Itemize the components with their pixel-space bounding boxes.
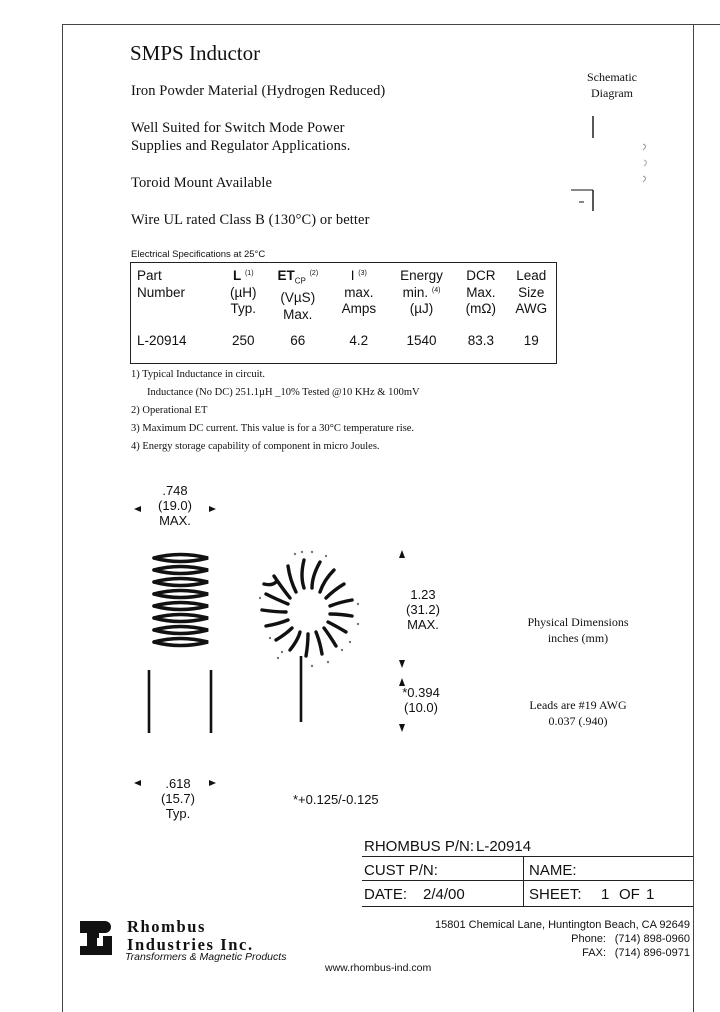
frame-top-border	[62, 24, 720, 25]
frame-right-border	[693, 24, 694, 1012]
company-name-2: Industries Inc.	[127, 935, 254, 954]
physical-line2: inches (mm)	[547, 631, 609, 645]
spacing-dimension	[148, 776, 208, 821]
date-value: 2/4/00	[423, 886, 465, 903]
spec-data-row	[130, 327, 557, 358]
titleblock-divider-vertical	[523, 856, 524, 906]
height-note: MAX.	[407, 617, 439, 632]
header-current: I $^{(3)}$ max. Amps	[341, 268, 377, 316]
titleblock-divider-2	[362, 880, 693, 881]
spacing-note: Typ.	[165, 806, 191, 821]
mount-line: Toroid Mount Available	[131, 175, 273, 191]
date-label: DATE:	[364, 886, 408, 903]
application-line-2: Supplies and Regulator Applications.	[131, 138, 351, 154]
company-logo-text	[127, 918, 254, 954]
lead-length-dimension	[391, 685, 451, 715]
spacing-inches: .618	[165, 776, 191, 791]
lead-length-inches: *0.394	[402, 685, 440, 700]
sheet-label: SHEET:	[529, 886, 582, 903]
cell-part-number: L-20914	[137, 333, 187, 349]
note-2: 2) Operational ET	[131, 405, 208, 416]
titleblock-divider-3	[362, 906, 693, 907]
sheet-total: 1	[646, 886, 655, 903]
tolerance-note: *+0.125/-0.125	[293, 792, 379, 807]
schematic-label	[570, 69, 654, 101]
page-title: SMPS Inductor	[130, 41, 261, 65]
company-tagline: Transformers & Magnetic Products	[125, 951, 287, 963]
rhombus-pn-label: RHOMBUS P/N:	[364, 838, 475, 855]
spec-caption: Electrical Specifications at 25°C	[131, 249, 266, 260]
wire-rating-line: Wire UL rated Class B (130°C) or better	[131, 212, 370, 228]
width-mm: (19.0)	[158, 498, 192, 513]
spec-header-row	[130, 262, 557, 327]
header-et: $ET_{CP}$ $^{(2)}$ (VµS) Max.	[277, 268, 319, 322]
company-website: www.rhombus-ind.com	[325, 962, 432, 974]
phone-number: (714) 898-0960	[614, 933, 690, 945]
lead-length-mm: (10.0)	[404, 700, 438, 715]
schematic-label-line2: Diagram	[591, 86, 633, 100]
header-lead-size: Lead Size AWG	[515, 268, 548, 316]
header-dcr: DCR Max. (mΩ)	[465, 268, 496, 316]
leads-label	[508, 697, 648, 729]
header-part-number: Part Number	[137, 268, 186, 300]
spec-table	[130, 262, 557, 358]
sheet-number: 1	[601, 886, 610, 903]
cell-inductance: 250	[231, 333, 255, 349]
height-dimension	[393, 587, 453, 632]
rhombus-pn-value: L-20914	[476, 838, 532, 855]
height-inches: 1.23	[410, 587, 436, 602]
fax-label: FAX:	[582, 947, 606, 959]
cell-dcr: 83.3	[467, 333, 494, 349]
cell-et: 66	[290, 333, 306, 349]
physical-dimensions-label	[508, 614, 648, 646]
physical-line1: Physical Dimensions	[527, 615, 629, 629]
note-1: 1) Typical Inductance in circuit.	[131, 369, 266, 380]
leads-line2: 0.037 (.940)	[548, 714, 608, 728]
rhombus-logo-icon	[78, 918, 122, 958]
width-arrows	[130, 503, 230, 515]
material-line: Iron Powder Material (Hydrogen Reduced)	[131, 83, 386, 99]
note-4: 4) Energy storage capability of component in micro Joules.	[131, 441, 380, 452]
company-name-1: Rhombus	[127, 917, 207, 936]
width-inches: .748	[162, 483, 188, 498]
cust-pn-label: CUST P/N:	[364, 862, 438, 879]
note-1-detail: Inductance (No DC) 251.1µH _10% Tested @10 KHz & 100mV	[147, 387, 420, 398]
width-note: MAX.	[159, 513, 191, 528]
schematic-label-line1: Schematic	[587, 70, 637, 84]
titleblock-divider-1	[362, 856, 693, 857]
coil-side-view	[140, 548, 220, 738]
fax-number: (714) 896-0971	[614, 947, 690, 959]
sheet-of: OF	[619, 886, 640, 903]
phone-label: Phone:	[571, 933, 606, 945]
spacing-mm: (15.7)	[161, 791, 195, 806]
note-3: 3) Maximum DC current. This value is for a 30°C temperature rise.	[131, 423, 415, 434]
schematic-diagram	[565, 110, 665, 215]
height-mm: (31.2)	[406, 602, 440, 617]
header-energy: Energy min. $^{(4)}$ (µJ)	[400, 268, 443, 316]
company-address: 15801 Chemical Lane, Huntington Beach, CA 92649	[434, 919, 690, 931]
leads-line1: Leads are #19 AWG	[529, 698, 627, 712]
name-label: NAME:	[529, 862, 577, 879]
cell-energy: 1540	[406, 333, 437, 349]
toroid-front-view	[240, 540, 370, 730]
cell-current: 4.2	[349, 333, 369, 349]
cell-lead-size: 19	[523, 333, 539, 349]
frame-left-border	[62, 24, 63, 1012]
header-inductance: L $^{(1)}$ (µH) Typ.	[229, 268, 257, 316]
application-line-1: Well Suited for Switch Mode Power	[131, 120, 345, 136]
